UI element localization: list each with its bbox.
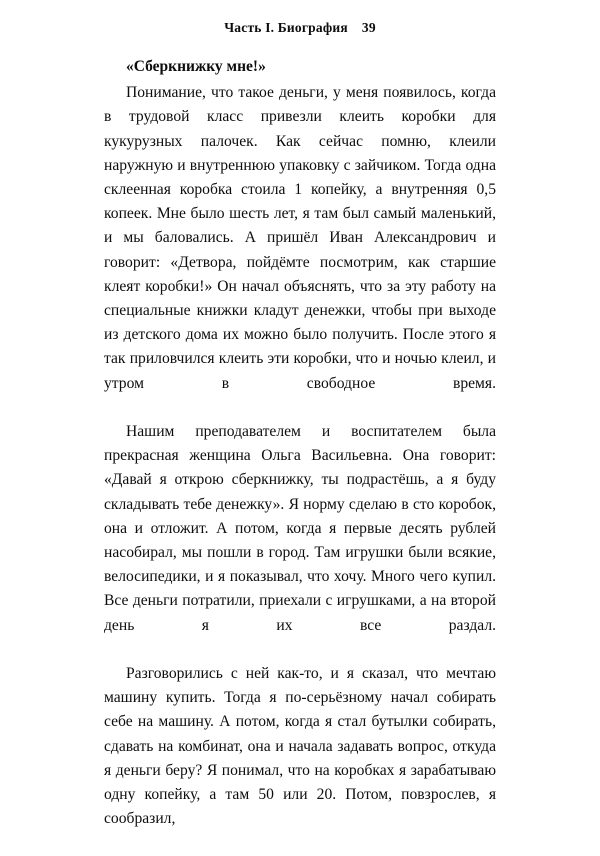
running-head-chapter: Часть I. Биография	[224, 20, 348, 35]
body-paragraph: Разговорились с ней как-то, и я сказал, что мечтаю машину купить. Тогда я по-серьёзному начал собирать себе на машину. А потом, когда я стал бутылки собирать, сдавать на комбинат, она и начала задавать вопрос, откуда я деньги беру? Я понимал, что на коробках я зарабатываю одну копейку, а там 50 или 20. Потом, повзрослев, я сообразил,	[104, 665, 496, 828]
section-subheading: «Сберкнижку мне!»	[126, 58, 266, 75]
running-head	[0, 20, 600, 36]
page-text-block	[104, 55, 496, 856]
body-paragraph: Нашим преподавателем и воспитателем была прекрасная женщина Ольга Васильевна. Она говорит: «Давай я открою сберкнижку, ты подрастёшь, а я буду складывать тебе денежку». Я норму сделаю в сто коробок, она и отложит. А потом, когда я первые десять рублей насобирал, мы пошли в город. Там игрушки были всякие, велосипедики, и я показывал, что хочу. Много чего купил. Все деньги потратили, приехали с игрушками, а на второй день я их все раздал.	[104, 423, 496, 634]
page-number: 39	[361, 20, 376, 35]
body-paragraph: Понимание, что такое деньги, у меня появилось, когда в трудовой класс привезли клеить коробки для кукурузных палочек. Как сейчас помню, клеили наружную и внутреннюю упаковку с зайчиком. Тогда одна склеенная коробка стоила 1 копейку, а внутренняя 0,5 копеек. Мне было шесть лет, я там был самый маленький, и мы баловались. А пришёл Иван Александрович и говорит: «Детвора, пойдёмте посмотрим, как старшие клеят коробки!» Он начал объяснять, что за эту работу на специальные книжки кладут денежки, чтобы при выходе из детского дома их можно было получить. После этого я так приловчился клеить эти коробки, что и ночью клеил, и утром в свободное время.	[104, 84, 496, 392]
